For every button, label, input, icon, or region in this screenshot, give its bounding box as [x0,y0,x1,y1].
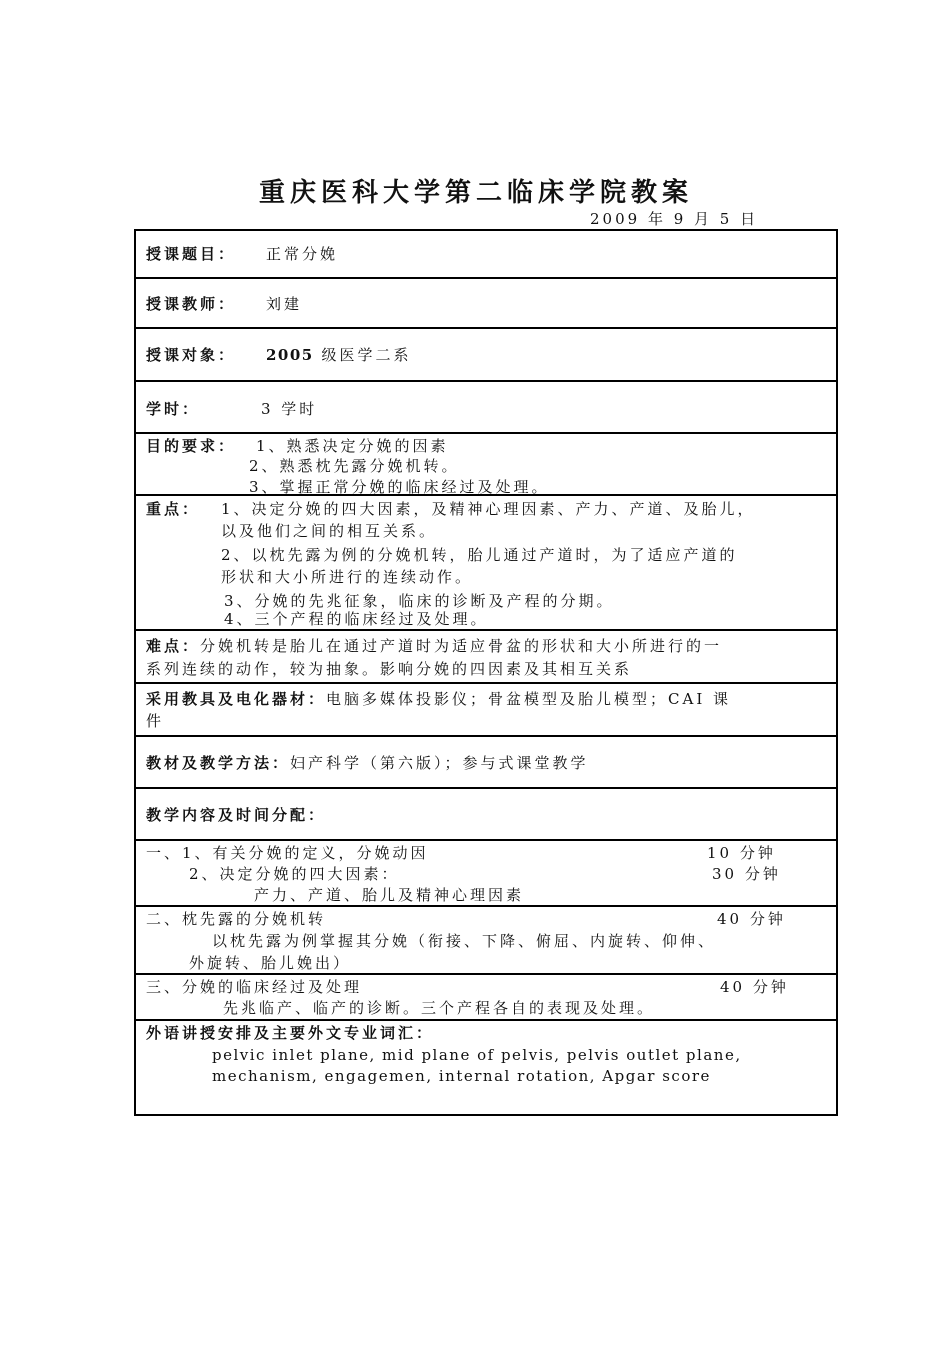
row-topic [136,231,836,279]
difficulty-label: 难点： [146,637,201,655]
section2-line: 外旋转、胎儿娩出） [189,954,352,972]
key-points-label: 重点： [146,500,201,518]
section1-line: 一、1、有关分娩的定义，分娩动因 [146,844,429,862]
row-hours [136,382,836,434]
foreign-line: pelvic inlet plane, mid plane of pelvis, pelvis outlet plane, [212,1046,742,1064]
teacher-value: 刘建 [266,295,303,313]
audience-label: 授课对象： [146,346,237,364]
materials-line [146,753,589,773]
row-section-2 [136,907,836,975]
materials-label: 教材及教学方法： [146,754,291,772]
section2-line: 二、枕先露的分娩机转 [146,910,327,928]
hours-label: 学时： [146,400,201,418]
row-teacher [136,279,836,329]
difficulty-text: 分娩机转是胎儿在通过产道时为适应骨盆的形状和大小所进行的一 [200,637,723,655]
hours-value: 3 学时 [261,400,318,418]
row-section-1 [136,841,836,907]
key-points-line: 4、三个产程的临床经过及处理。 [224,610,489,628]
row-goals [136,434,836,496]
section3-line: 先兆临产、临产的诊断。三个产程各自的表现及处理。 [223,999,656,1017]
section2-time: 40 分钟 [717,910,786,928]
key-points-line: 3、分娩的先兆征象，临床的诊断及产程的分期。 [224,592,615,610]
section1-line: 产力、产道、胎儿及精神心理因素 [254,886,525,904]
materials-value: 妇产科学（第六版）；参与式课堂教学 [290,754,589,772]
section3-line: 三、分娩的临床经过及处理 [146,978,363,996]
foreign-line: mechanism, engagemen, internal rotation, Apgar score [212,1067,711,1085]
section1-time: 30 分钟 [712,865,781,883]
difficulty-first-line [146,636,722,656]
row-difficulty [136,631,836,684]
goals-item: 3、掌握正常分娩的临床经过及处理。 [249,478,550,496]
teacher-label: 授课教师： [146,295,237,313]
key-points-line: 以及他们之间的相互关系。 [221,522,438,540]
goals-item: 1、熟悉决定分娩的因素 [256,437,449,455]
section1-line: 2、决定分娩的四大因素： [189,865,400,883]
goals-label: 目的要求： [146,437,237,455]
audience-value [266,345,412,365]
key-points-line: 2、以枕先露为例的分娩机转，胎儿通过产道时，为了适应产道的 [221,546,738,564]
content-header-label: 教学内容及时间分配： [146,806,327,824]
row-audience [136,329,836,382]
goals-item: 2、熟悉枕先露分娩机转。 [249,457,460,475]
page-title: 重庆医科大学第二临床学院教案 [258,178,693,208]
topic-value: 正常分娩 [266,245,339,263]
equipment-first-line [146,689,731,709]
date: 2009 年 9 月 5 日 [590,210,759,228]
row-foreign [136,1021,836,1116]
key-points-line: 1、决定分娩的四大因素，及精神心理因素、产力、产道、及胎儿， [221,500,756,518]
equipment-line: 件 [146,712,165,730]
row-section-3 [136,975,836,1021]
equipment-label: 采用教具及电化器材： [146,690,327,708]
row-key-points [136,496,836,631]
audience-year: 2005 [266,346,314,364]
difficulty-line: 系列连续的动作，较为抽象。影响分娩的四因素及其相互关系 [146,660,633,678]
topic-label: 授课题目： [146,245,237,263]
section2-line: 以枕先露为例掌握其分娩（衔接、下降、俯屈、内旋转、仰伸、 [212,932,717,950]
row-equipment [136,684,836,737]
foreign-label: 外语讲授安排及主要外文专业词汇： [146,1024,435,1042]
key-points-line: 形状和大小所进行的连续动作。 [221,568,474,586]
lesson-plan-table [134,229,838,1116]
section3-time: 40 分钟 [720,978,789,996]
audience-text: 级医学二系 [321,346,412,364]
equipment-text: 电脑多媒体投影仪；骨盆模型及胎儿模型；CAI 课 [326,690,732,708]
section1-time: 10 分钟 [707,844,776,862]
row-content-header [136,789,836,841]
row-materials [136,737,836,789]
